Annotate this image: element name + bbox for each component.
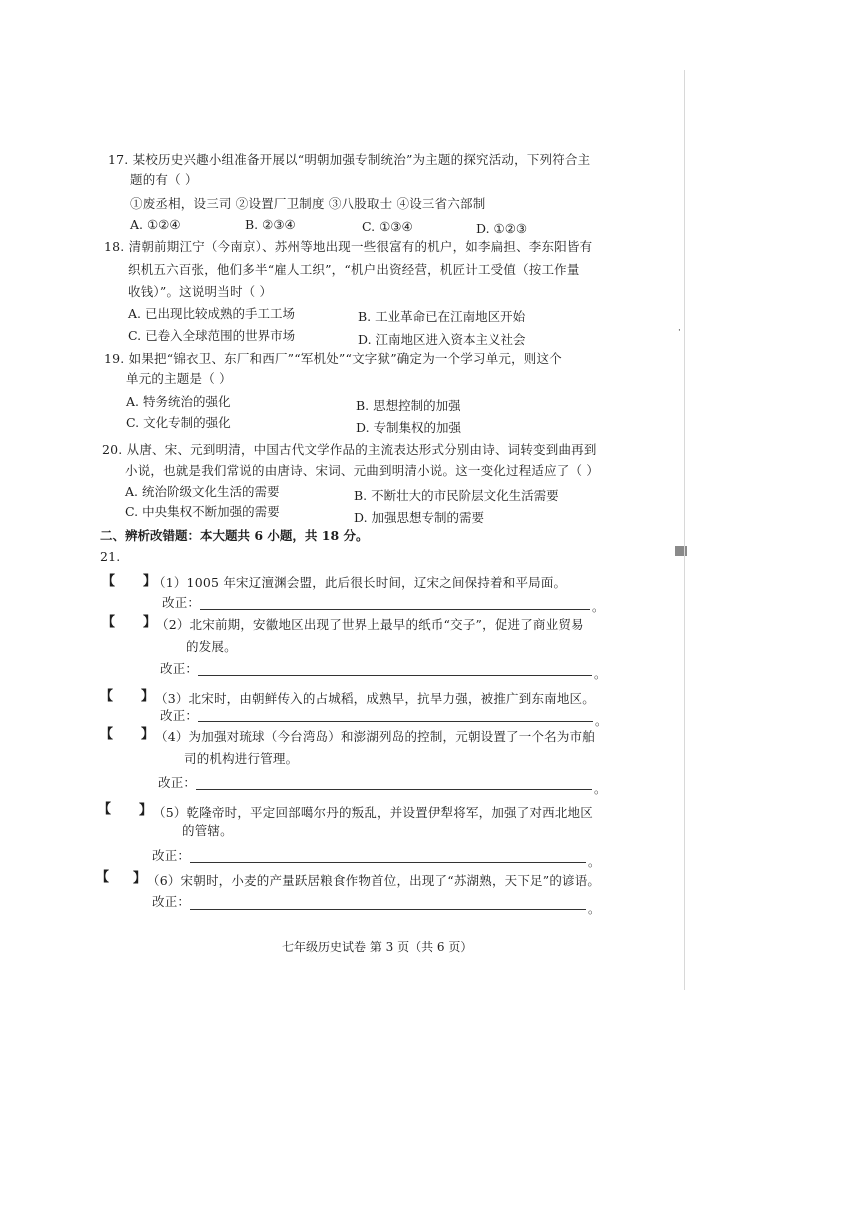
bracket-close-5: 】 xyxy=(139,803,153,818)
q19-line2: 单元的主题是（ ） xyxy=(126,371,232,386)
bracket-open-3: 【 xyxy=(100,689,114,704)
item-4-text-line2: 司的机构进行管理。 xyxy=(184,751,299,766)
q18-option-a: A. 已出现比较成熟的手工工场 xyxy=(128,306,295,321)
q19-option-c: C. 文化专制的强化 xyxy=(126,415,231,430)
question-number-21: 21. xyxy=(100,549,121,564)
bracket-close-2: 】 xyxy=(143,615,157,630)
q18-option-b: B. 工业革命已在江南地区开始 xyxy=(358,309,526,324)
item-2-period: 。 xyxy=(594,667,607,681)
item-4-answer-line[interactable] xyxy=(196,789,592,790)
item-2-answer-line[interactable] xyxy=(198,675,592,676)
q19-option-b: B. 思想控制的加强 xyxy=(356,398,461,413)
scan-edge-mark xyxy=(675,546,687,556)
bracket-close-1: 】 xyxy=(143,574,157,589)
item-3-text: （3）北宋时，由朝鲜传入的占城稻，成熟早，抗旱力强，被推广到东南地区。 xyxy=(155,691,595,706)
item-1-period: 。 xyxy=(592,600,605,614)
item-5-text-line1: （5）乾隆帝时，平定回部噶尔丹的叛乱，并设置伊犁将军，加强了对西北地区 xyxy=(153,805,593,820)
item-2-text-line2: 的发展。 xyxy=(186,639,237,654)
item-1-correction-label: 改正： xyxy=(162,595,201,610)
bracket-open-5: 【 xyxy=(98,802,112,817)
scan-page-edge xyxy=(684,70,685,990)
q20-option-a: A. 统治阶级文化生活的需要 xyxy=(125,484,280,499)
q17-option-b: B. ②③④ xyxy=(245,217,296,232)
bracket-open-6: 【 xyxy=(96,870,110,885)
item-3-correction-label: 改正： xyxy=(160,708,199,723)
q20-line1: 20. 从唐、宋、元到明清，中国古代文学作品的主流表达形式分别由诗、词转变到曲再到 xyxy=(102,442,597,457)
item-5-period: 。 xyxy=(588,855,601,869)
q19-option-d: D. 专制集权的加强 xyxy=(356,420,462,435)
bracket-open-1: 【 xyxy=(102,574,116,589)
q18-line1: 18. 清朝前期江宁（今南京）、苏州等地出现一些很富有的机户，如李扁担、李东阳皆有 xyxy=(104,239,593,254)
q17-option-c: C. ①③④ xyxy=(362,219,413,234)
item-4-correction-label: 改正： xyxy=(158,775,197,790)
q17-line2: 题的有（ ） xyxy=(130,172,198,187)
section-title: 二、辨析改错题：本大题共 6 小题，共 18 分。 xyxy=(100,528,369,543)
q17-option-d: D. ①②③ xyxy=(476,221,528,236)
page-footer: 七年级历史试卷 第 3 页（共 6 页） xyxy=(282,940,473,954)
item-4-period: 。 xyxy=(594,782,607,796)
q17-line1: 17. 某校历史兴趣小组准备开展以“明朝加强专制统治”为主题的探究活动，下列符合主 xyxy=(108,152,591,167)
item-1-text: （1）1005 年宋辽澶渊会盟，此后很长时间，辽宋之间保持着和平局面。 xyxy=(153,575,567,590)
item-1-answer-line[interactable] xyxy=(200,609,590,610)
item-6-correction-label: 改正： xyxy=(152,894,191,909)
q17-items: ①废丞相，设三司 ②设置厂卫制度 ③八股取士 ④设三省六部制 xyxy=(130,196,486,211)
q18-option-d: D. 江南地区进入资本主义社会 xyxy=(358,332,526,347)
item-6-answer-line[interactable] xyxy=(190,909,586,910)
q20-option-b: B. 不断壮大的市民阶层文化生活需要 xyxy=(354,488,559,503)
item-5-text-line2: 的管辖。 xyxy=(182,823,233,838)
bracket-close-3: 】 xyxy=(141,689,155,704)
q19-option-a: A. 特务统治的强化 xyxy=(126,394,231,409)
bracket-open-4: 【 xyxy=(100,727,114,742)
bracket-close-6: 】 xyxy=(133,871,147,886)
item-3-answer-line[interactable] xyxy=(198,721,593,722)
bracket-open-2: 【 xyxy=(102,615,116,630)
q18-option-c: C. 已卷入全球范围的世界市场 xyxy=(128,328,296,343)
item-3-period: 。 xyxy=(595,714,608,728)
q18-line2: 织机五六百张，他们多半“雇人工织”，“机户出资经营，机匠计工受值（按工作量 xyxy=(128,262,580,277)
item-5-correction-label: 改正： xyxy=(152,848,191,863)
q20-option-c: C. 中央集权不断加强的需要 xyxy=(125,504,280,519)
q18-line3: 收钱）”。这说明当时（ ） xyxy=(128,284,273,299)
item-4-text-line1: （4）为加强对琉球（今台湾岛）和澎湖列岛的控制，元朝设置了一个名为市舶 xyxy=(155,729,595,744)
q19-line1: 19. 如果把“锦衣卫、东厂和西厂”“军机处”“文字狱”确定为一个学习单元，则这个 xyxy=(104,351,562,366)
q20-line2: 小说，也就是我们常说的由唐诗、宋词、元曲到明清小说。这一变化过程适应了（ ） xyxy=(125,463,600,478)
item-6-period: 。 xyxy=(588,902,601,916)
q20-option-d: D. 加强思想专制的需要 xyxy=(354,510,485,525)
bracket-close-4: 】 xyxy=(141,727,155,742)
scan-speck: · xyxy=(678,326,681,336)
q17-option-a: A. ①②④ xyxy=(130,217,181,232)
item-2-correction-label: 改正： xyxy=(160,661,199,676)
item-2-text-line1: （2）北宋前期，安徽地区出现了世界上最早的纸币“交子”，促进了商业贸易 xyxy=(156,617,584,632)
item-5-answer-line[interactable] xyxy=(190,862,586,863)
item-6-text: （6）宋朝时，小麦的产量跃居粮食作物首位，出现了“苏湖熟，天下足”的谚语。 xyxy=(147,873,601,888)
